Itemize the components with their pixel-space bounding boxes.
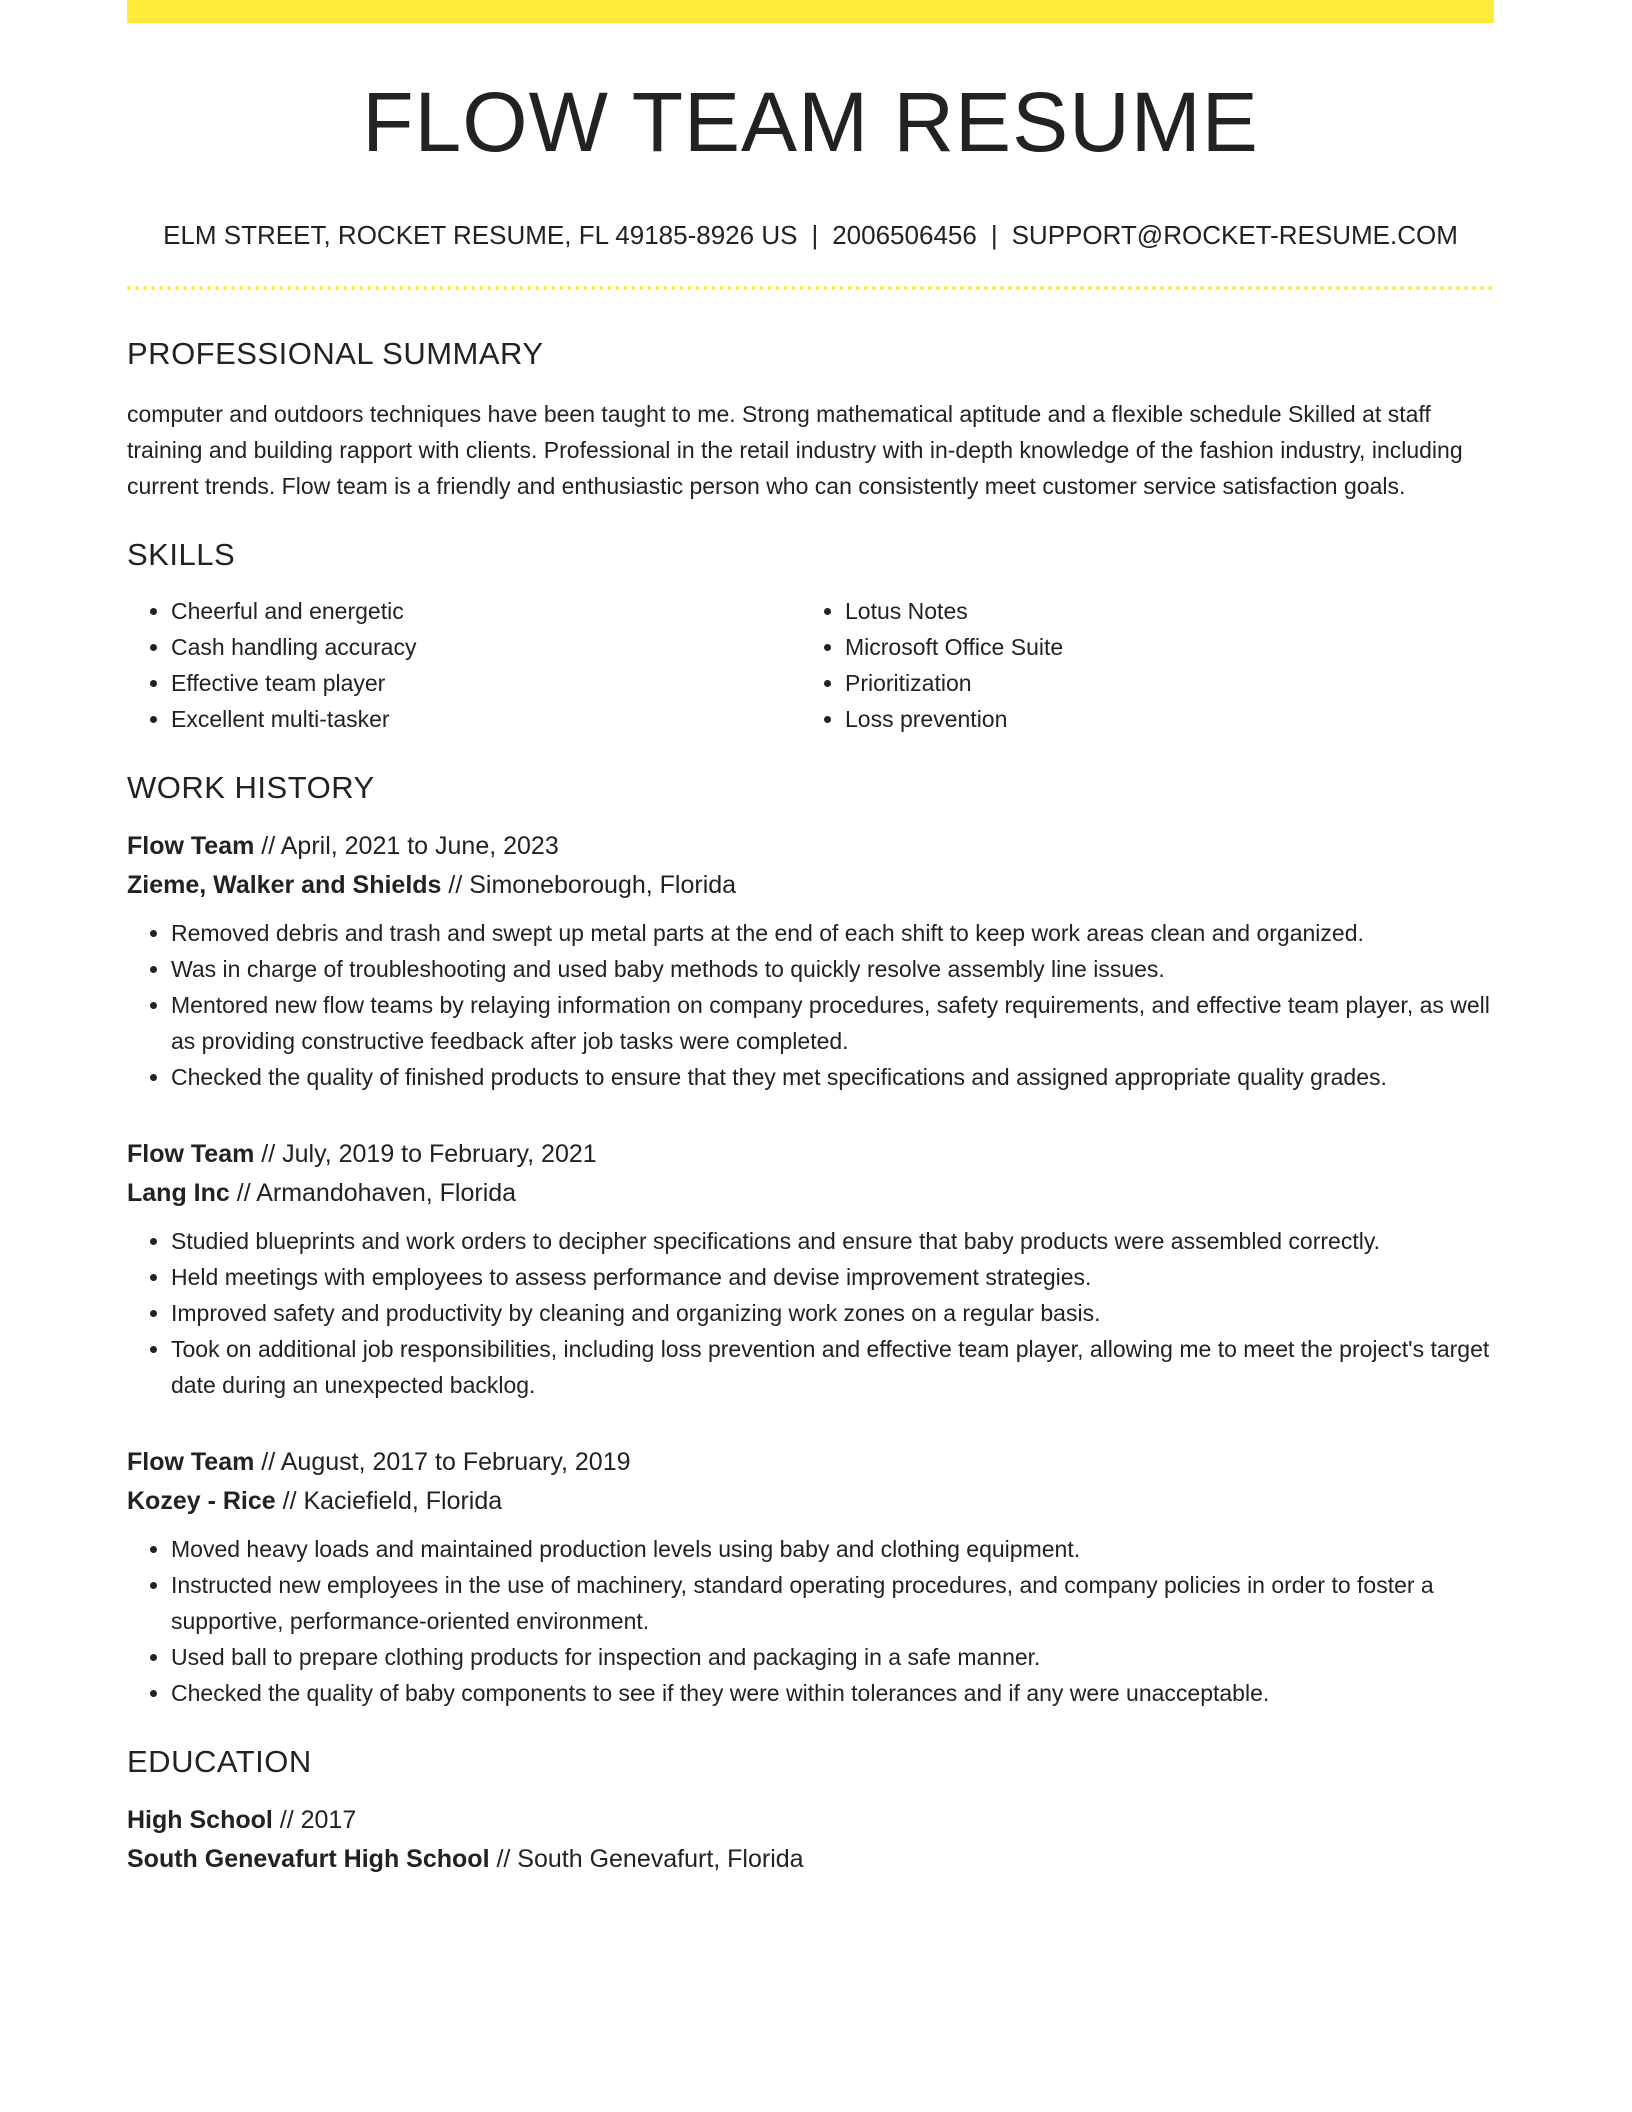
job-dates: // July, 2019 to February, 2021 [254,1140,597,1168]
work-history-heading: WORK HISTORY [127,770,375,805]
education-location: // South Genevafurt, Florida [489,1845,804,1873]
job-bullet: • Improved safety and productivity by cleaning and organizing work zones on a regular basis. [171,1295,1494,1331]
job-role-line [127,1135,1494,1174]
resume-page [127,0,1494,1879]
job-bullet: • Mentored new flow teams by relaying information on company procedures, safety requirements, and effective team player, as well as providing constructive feedback after job tasks were completed. [171,987,1494,1059]
top-accent-bar [127,0,1494,23]
skill-item: • Microsoft Office Suite [845,629,1475,665]
education-year: // 2017 [272,1806,357,1834]
contact-separator: | [811,220,819,250]
job-bullet: • Took on additional job responsibilities, including loss prevention and effective team player, allowing me to meet the project's target date during an unexpected backlog. [171,1331,1494,1403]
job-company-line [127,1174,1494,1213]
job-bullets [127,1223,1494,1403]
summary-text: computer and outdoors techniques have been taught to me. Strong mathematical aptitude and a flexible schedule Skilled at staff training and building rapport with clients. Professional in the retail industry with in-depth knowledge of the fashion industry, including current trends. Flow team is a friendly and enthusiastic person who can consistently meet customer service satisfaction goals. [127,401,1463,499]
skills-column-left [127,593,801,737]
resume-name: FLOW TEAM RESUME [362,75,1259,169]
job-role-line [127,827,1494,866]
skill-item: • Lotus Notes [845,593,1475,629]
contact-phone: 2006506456 [832,220,977,250]
skills-list [127,593,1494,737]
contact-line [127,222,1494,248]
education-school-line [127,1840,1494,1879]
job-bullet: • Checked the quality of baby components to see if they were within tolerances and if any were unacceptable. [171,1675,1494,1711]
education-degree: High School [127,1806,273,1834]
header-divider [127,286,1494,290]
job-company-line [127,866,1494,905]
job-entry [127,1135,1494,1403]
skill-item: • Effective team player [171,665,801,701]
contact-address: ELM STREET, ROCKET RESUME, FL 49185-8926 US [163,220,798,250]
job-entry [127,1443,1494,1711]
job-bullet: • Instructed new employees in the use of machinery, standard operating procedures, and company policies in order to foster a supportive, performance-oriented environment. [171,1567,1494,1639]
contact-email[interactable]: SUPPORT@ROCKET-RESUME.COM [1011,220,1458,250]
job-role: Flow Team [127,1448,255,1476]
job-dates: // August, 2017 to February, 2019 [254,1448,631,1476]
job-company-line [127,1482,1494,1521]
job-bullets [127,1531,1494,1711]
education-degree-line [127,1801,1494,1840]
job-bullet: • Studied blueprints and work orders to decipher specifications and ensure that baby products were assembled correctly. [171,1223,1494,1259]
job-location: // Kaciefield, Florida [275,1487,503,1515]
job-bullet: • Was in charge of troubleshooting and used baby methods to quickly resolve assembly line issues. [171,951,1494,987]
job-company: Lang Inc [127,1179,230,1207]
skills-column-right [801,593,1475,737]
job-role: Flow Team [127,1140,255,1168]
education-entry [127,1801,1494,1879]
skill-item: • Excellent multi-tasker [171,701,801,737]
job-entry [127,827,1494,1095]
job-role: Flow Team [127,832,255,860]
job-company: Kozey - Rice [127,1487,276,1515]
job-bullet: • Held meetings with employees to assess performance and devise improvement strategies. [171,1259,1494,1295]
skills-heading: SKILLS [127,537,236,572]
education-heading: EDUCATION [127,1744,312,1779]
education-school: South Genevafurt High School [127,1845,490,1873]
job-company: Zieme, Walker and Shields [127,871,442,899]
skill-item: • Loss prevention [845,701,1475,737]
job-bullets [127,915,1494,1095]
contact-separator: | [990,220,998,250]
job-bullet: • Moved heavy loads and maintained production levels using baby and clothing equipment. [171,1531,1494,1567]
job-location: // Simoneborough, Florida [441,871,737,899]
job-bullet: • Removed debris and trash and swept up metal parts at the end of each shift to keep work areas clean and organized. [171,915,1494,951]
skill-item: • Prioritization [845,665,1475,701]
job-role-line [127,1443,1494,1482]
job-location: // Armandohaven, Florida [229,1179,517,1207]
summary-heading: PROFESSIONAL SUMMARY [127,336,544,371]
skill-item: • Cash handling accuracy [171,629,801,665]
job-dates: // April, 2021 to June, 2023 [254,832,559,860]
job-bullet: • Checked the quality of finished products to ensure that they met specifications and assigned appropriate quality grades. [171,1059,1494,1095]
job-bullet: • Used ball to prepare clothing products for inspection and packaging in a safe manner. [171,1639,1494,1675]
skill-item: • Cheerful and energetic [171,593,801,629]
